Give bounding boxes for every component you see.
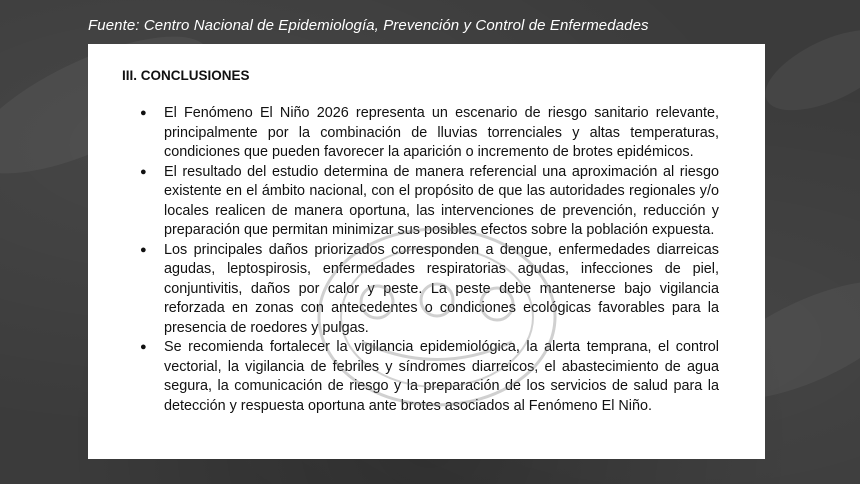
list-item	[140, 241, 719, 339]
conclusions-list	[140, 104, 719, 416]
section-heading: III. CONCLUSIONES	[122, 68, 250, 83]
bullet-icon: ●	[140, 341, 147, 353]
bullet-icon: ●	[140, 107, 147, 119]
list-item-text: El Fenómeno El Niño 2026 representa un escenario de riesgo sanitario relevante, principalmente por la combinación de lluvias torrenciales y altas temperaturas, condiciones que pueden favorecer la aparición o incremento de brotes epidémicos.	[164, 105, 719, 160]
list-item	[140, 338, 719, 416]
bullet-icon: ●	[140, 165, 147, 178]
list-item	[140, 104, 719, 163]
source-caption: Fuente: Centro Nacional de Epidemiología, Prevención y Control de Enfermedades	[88, 17, 649, 34]
chalk-smudge	[754, 13, 860, 127]
list-item-text: Los principales daños priorizados corresponden a dengue, enfermedades diarreicas agudas, leptospirosis, enfermedades respiratorias agudas, infecciones de piel, conjuntivitis, daños por calor y peste. La peste debe mantenerse bajo vigilancia reforzada en zonas con antecedentes o condiciones ecológicas favorables para la presencia de roedores y pulgas.	[164, 241, 719, 336]
bullet-icon: ●	[140, 243, 147, 256]
list-item-text: El resultado del estudio determina de manera referencial una aproximación al riesgo existente en el ámbito nacional, con el propósito de que las autoridades regionales y/o locales realicen de manera oportuna, las intervenciones de prevención, reducción y preparación que permitan minimizar sus posibles efectos sobre la población expuesta.	[164, 163, 719, 238]
list-item-text: Se recomienda fortalecer la vigilancia epidemiológica, la alerta temprana, el control vectorial, la vigilancia de febriles y síndromes diarreicos, el abastecimiento de agua segura, la comunicación de riesgo y la preparación de los servicios de salud para la detección y respuesta oportuna ante brotes asociados al Fenómeno El Niño.	[164, 339, 719, 414]
list-item	[140, 163, 719, 241]
document-page	[88, 44, 765, 459]
